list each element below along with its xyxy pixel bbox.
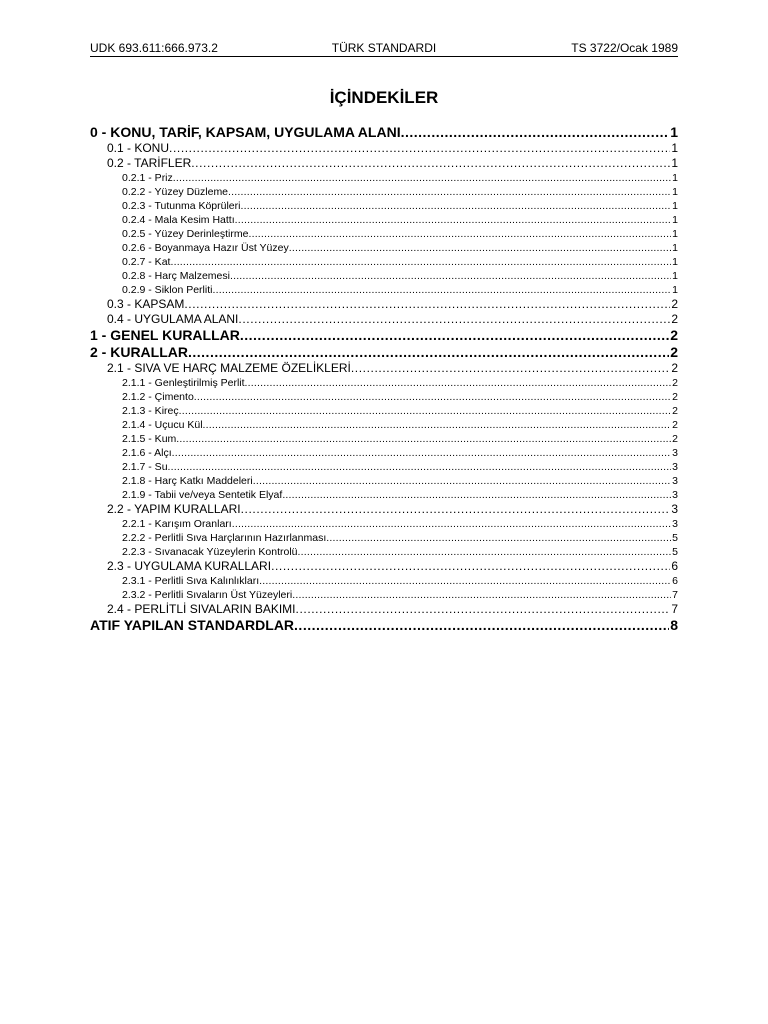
toc-entry-title: 0.2.1 - Priz <box>122 172 173 184</box>
toc-entry[interactable] <box>90 502 678 517</box>
toc-dot-leader <box>282 488 671 502</box>
toc-dot-leader <box>238 312 670 327</box>
toc-dot-leader <box>294 617 669 634</box>
toc-entry-page-number: 1 <box>672 242 678 254</box>
toc-dot-leader <box>292 588 671 602</box>
toc-dot-leader <box>326 531 671 545</box>
toc-dot-leader <box>170 255 671 269</box>
toc-entry[interactable] <box>90 390 678 404</box>
toc-entry-title: 2.1.3 - Kireç <box>122 405 179 417</box>
toc-entry[interactable] <box>90 241 678 255</box>
toc-entry[interactable] <box>90 283 678 297</box>
toc-entry-title: 0.2.5 - Yüzey Derinleştirme <box>122 228 249 240</box>
toc-entry[interactable] <box>90 124 678 141</box>
toc-entry-title: 2.3.1 - Perlitli Sıva Kalınlıkları <box>122 575 260 587</box>
toc-entry[interactable] <box>90 418 678 432</box>
toc-entry-title: 2.3.2 - Perlitli Sıvaların Üst Yüzeyleri <box>122 589 293 601</box>
toc-entry[interactable] <box>90 460 678 474</box>
toc-entry-title: 2.1.4 - Uçucu Kül <box>122 419 203 431</box>
toc-entry-title: 2.1.2 - Çimento <box>122 391 194 403</box>
toc-entry-title: 0.1 - KONU <box>107 141 170 155</box>
toc-entry[interactable] <box>90 446 678 460</box>
toc-entry-page-number: 5 <box>672 532 678 544</box>
toc-entry-title: 2.2.3 - Sıvanacak Yüzeylerin Kontrolü <box>122 546 298 558</box>
toc-entry-page-number: 3 <box>672 447 678 459</box>
toc-entry[interactable] <box>90 297 678 312</box>
toc-entry-page-number: 2 <box>670 344 678 360</box>
toc-entry[interactable] <box>90 531 678 545</box>
toc-dot-leader <box>173 171 671 185</box>
toc-entry[interactable] <box>90 361 678 376</box>
toc-dot-leader <box>401 124 670 141</box>
toc-dot-leader <box>259 574 671 588</box>
toc-dot-leader <box>240 327 669 344</box>
toc-entry-title: 0.2.4 - Mala Kesim Hattı <box>122 214 235 226</box>
toc-dot-leader <box>245 376 672 390</box>
toc-entry-title: 2.1.9 - Tabii ve/veya Sentetik Elyaf <box>122 489 283 501</box>
toc-dot-leader <box>169 141 670 156</box>
toc-entry[interactable] <box>90 171 678 185</box>
toc-entry-title: 2.1.6 - Alçı <box>122 447 172 459</box>
toc-dot-leader <box>228 185 671 199</box>
toc-entry[interactable] <box>90 602 678 617</box>
toc-entry[interactable] <box>90 312 678 327</box>
toc-entry-title: 0.3 - KAPSAM <box>107 297 185 311</box>
toc-entry-page-number: 2 <box>672 433 678 445</box>
toc-entry-title: 2 - KURALLAR <box>90 344 188 360</box>
toc-dot-leader <box>241 502 671 517</box>
toc-entry-page-number: 1 <box>671 141 678 155</box>
toc-entry-page-number: 6 <box>671 559 678 573</box>
toc-dot-leader <box>298 545 672 559</box>
toc-dot-leader <box>168 460 672 474</box>
toc-entry-title: 0.2.2 - Yüzey Düzleme <box>122 186 229 198</box>
toc-dot-leader <box>203 418 672 432</box>
toc-entry-title: 2.2.1 - Karışım Oranları <box>122 518 232 530</box>
toc-entry-page-number: 3 <box>672 475 678 487</box>
toc-entry-page-number: 1 <box>672 186 678 198</box>
toc-dot-leader <box>235 213 672 227</box>
toc-entry[interactable] <box>90 559 678 574</box>
toc-entry-page-number: 1 <box>672 200 678 212</box>
toc-entry[interactable] <box>90 588 678 602</box>
toc-dot-leader <box>271 559 670 574</box>
toc-dot-leader <box>176 432 671 446</box>
toc-entry-page-number: 6 <box>672 575 678 587</box>
toc-dot-leader <box>230 269 671 283</box>
toc-entry-title: 0.2.9 - Siklon Perliti <box>122 284 213 296</box>
toc-dot-leader <box>172 446 672 460</box>
toc-entry-title: 2.3 - UYGULAMA KURALLARI <box>107 559 272 573</box>
toc-entry-page-number: 1 <box>672 284 678 296</box>
toc-entry-title: 0.2.6 - Boyanmaya Hazır Üst Yüzey <box>122 242 289 254</box>
toc-entry-title: 0 - KONU, TARİF, KAPSAM, UYGULAMA ALANI <box>90 124 401 140</box>
toc-entry-page-number: 2 <box>671 361 678 375</box>
toc-entry-title: ATIF YAPILAN STANDARDLAR <box>90 617 295 633</box>
toc-entry-title: 2.1 - SIVA VE HARÇ MALZEME ÖZELİKLERİ <box>107 361 351 375</box>
toc-dot-leader <box>191 156 670 171</box>
toc-entry-page-number: 1 <box>672 228 678 240</box>
header-standard-name: TÜRK STANDARDI <box>331 41 437 55</box>
page-title: İÇİNDEKİLER <box>329 88 439 107</box>
toc-entry-page-number: 3 <box>672 518 678 530</box>
toc-entry-page-number: 1 <box>672 172 678 184</box>
toc-dot-leader <box>212 283 671 297</box>
toc-entry[interactable] <box>90 227 678 241</box>
toc-entry[interactable] <box>90 185 678 199</box>
toc-entry-title: 0.2 - TARİFLER <box>107 156 192 170</box>
toc-dot-leader <box>248 227 671 241</box>
toc-entry-title: 2.4 - PERLİTLİ SIVALARIN BAKIMI <box>107 602 296 616</box>
toc-entry[interactable] <box>90 327 678 344</box>
toc-entry[interactable] <box>90 376 678 390</box>
toc-entry-title: 2.2 - YAPIM KURALLARI <box>107 502 241 516</box>
toc-entry-page-number: 2 <box>672 377 678 389</box>
toc-entry-title: 0.4 - UYGULAMA ALANI <box>107 312 239 326</box>
toc-entry-title: 0.2.8 - Harç Malzemesi <box>122 270 230 282</box>
toc-entry-page-number: 2 <box>671 297 678 311</box>
toc-entry[interactable] <box>90 617 678 634</box>
toc-entry-page-number: 3 <box>672 461 678 473</box>
toc-entry[interactable] <box>90 432 678 446</box>
toc-entry-page-number: 1 <box>671 156 678 170</box>
toc-entry-page-number: 2 <box>672 419 678 431</box>
toc-entry-page-number: 3 <box>671 502 678 516</box>
toc-entry-page-number: 1 <box>670 124 678 140</box>
toc-entry[interactable] <box>90 404 678 418</box>
toc-entry-title: 2.1.1 - Genleştirilmiş Perlit <box>122 377 245 389</box>
toc-entry-title: 2.1.7 - Su <box>122 461 168 473</box>
toc-dot-leader <box>240 199 671 213</box>
table-of-contents <box>90 124 678 634</box>
toc-dot-leader <box>351 361 670 376</box>
toc-entry[interactable] <box>90 255 678 269</box>
toc-entry[interactable] <box>90 517 678 531</box>
toc-entry[interactable] <box>90 213 678 227</box>
toc-dot-leader <box>289 241 671 255</box>
toc-entry[interactable] <box>90 545 678 559</box>
toc-dot-leader <box>188 344 669 361</box>
toc-dot-leader <box>194 390 671 404</box>
toc-entry-page-number: 2 <box>672 391 678 403</box>
toc-entry-page-number: 7 <box>671 602 678 616</box>
toc-entry-title: 0.2.7 - Kat <box>122 256 171 268</box>
toc-entry[interactable] <box>90 574 678 588</box>
toc-entry-page-number: 2 <box>670 327 678 343</box>
toc-entry-title: 0.2.3 - Tutunma Köprüleri <box>122 200 241 212</box>
toc-entry-page-number: 1 <box>672 256 678 268</box>
toc-entry[interactable] <box>90 474 678 488</box>
toc-dot-leader <box>232 517 671 531</box>
toc-entry-title: 2.1.8 - Harç Katkı Maddeleri <box>122 475 253 487</box>
toc-dot-leader <box>179 404 672 418</box>
toc-dot-leader <box>253 474 671 488</box>
toc-entry-title: 2.1.5 - Kum <box>122 433 177 445</box>
toc-entry[interactable] <box>90 344 678 361</box>
toc-entry-page-number: 2 <box>671 312 678 326</box>
toc-entry[interactable] <box>90 269 678 283</box>
header-udk-code: UDK 693.611:666.973.2 <box>90 41 218 55</box>
toc-entry[interactable] <box>90 199 678 213</box>
header-standard-number: TS 3722/Ocak 1989 <box>571 41 678 55</box>
toc-entry[interactable] <box>90 488 678 502</box>
toc-entry[interactable] <box>90 141 678 156</box>
toc-entry-page-number: 1 <box>672 270 678 282</box>
toc-entry-page-number: 7 <box>672 589 678 601</box>
toc-entry[interactable] <box>90 156 678 171</box>
toc-entry-title: 2.2.2 - Perlitli Sıva Harçlarının Hazırlanması <box>122 532 327 544</box>
toc-entry-page-number: 3 <box>672 489 678 501</box>
toc-entry-page-number: 8 <box>670 617 678 633</box>
toc-dot-leader <box>296 602 671 617</box>
page-header <box>90 41 678 57</box>
toc-entry-page-number: 1 <box>672 214 678 226</box>
toc-entry-page-number: 2 <box>672 405 678 417</box>
toc-dot-leader <box>184 297 670 312</box>
toc-entry-page-number: 5 <box>672 546 678 558</box>
toc-entry-title: 1 - GENEL KURALLAR <box>90 327 240 343</box>
